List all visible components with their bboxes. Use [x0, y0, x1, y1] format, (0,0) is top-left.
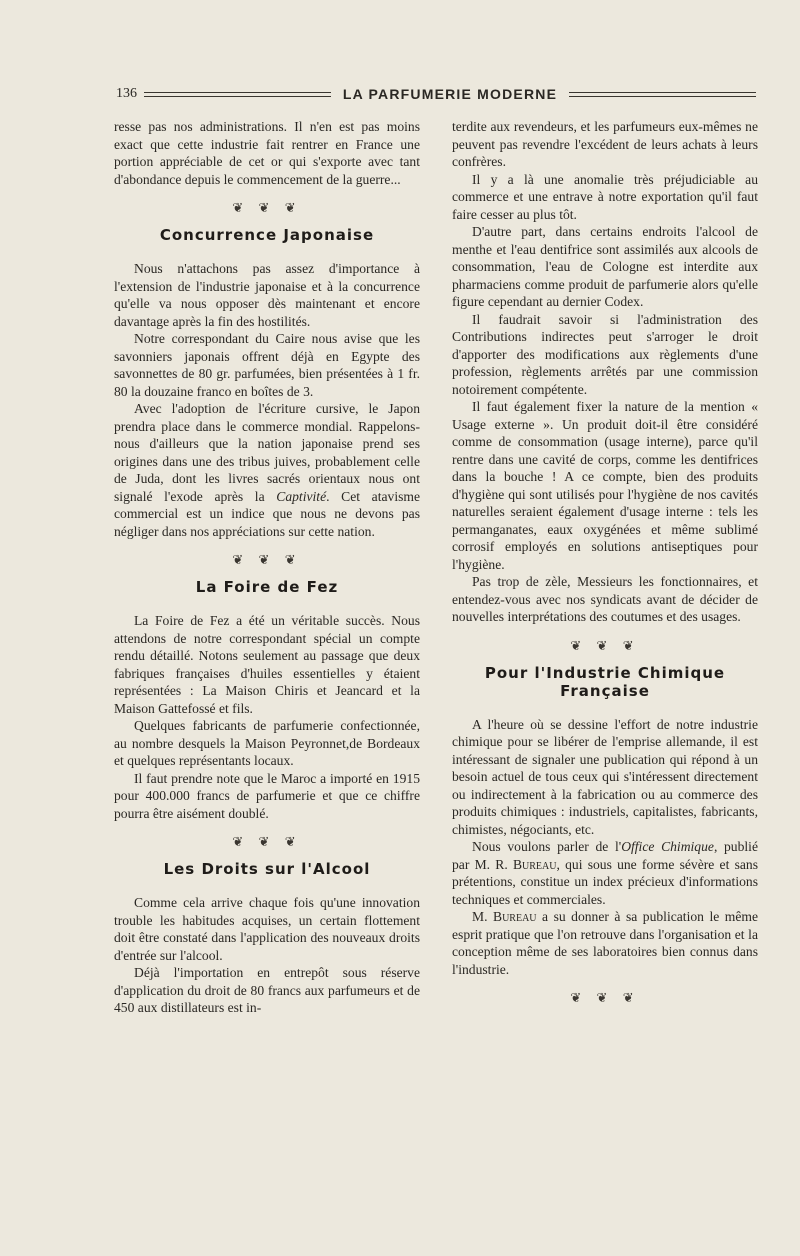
- paragraph: Il y a là une anomalie très préjudiciable au commerce et une entrave à notre exportation qu'il faut faire cesser au plus tôt.: [452, 171, 758, 222]
- paragraph: Nous n'attachons pas assez d'importance à l'extension de l'industrie japonaise et à la concurrence qu'elle va nous opposer dès maintenant et encore davantage après la fin des hostilités.: [114, 261, 420, 329]
- paragraph: Déjà l'importation en entrepôt sous réserve d'application du droit de 80 francs aux parfumeurs et de 450 aux distillateurs est in-: [114, 965, 420, 1015]
- section-heading: Concurrence Japonaise: [159, 226, 375, 244]
- text-run: M.: [472, 909, 493, 924]
- right-column: [452, 118, 758, 1016]
- paragraph: [452, 838, 758, 908]
- paragraph: A l'heure où se dessine l'effort de notre industrie chimique pour se libérer de l'emprise allemande, il est intéressant de signaler une publication qui répond à un besoin actuel de tous ceux qui s'intéressent directement ou indirectement à la fabrication ou au commerce des produits chimiques : industriels, capitalistes, fabricants, chimistes, négociants, etc.: [452, 716, 758, 837]
- section-heading: Pour l'Industrie Chimique Française: [484, 663, 726, 700]
- header-rule-right: [569, 92, 756, 97]
- running-header: [116, 84, 756, 104]
- section-heading: Les Droits sur l'Alcool: [163, 860, 371, 878]
- paragraph: Notre correspondant du Caire nous avise que les savonniers japonais offrent déjà en Egypte des savonnettes de 80 gr. parfumées, bien présentées à 1 fr. 80 la douzaine franco en boîtes de 3.: [114, 331, 420, 399]
- paragraph: La Foire de Fez a été un véritable succès. Nous attendons de notre correspondant spécial un compte rendu détaillé. Notons seulement au passage que deux fabriques françaises d'huiles essentielles y étaient représentées : La Maison Chiris et Jeancard et la Maison Gattefossé et fils.: [114, 613, 420, 716]
- paragraph: D'autre part, dans certains endroits l'alcool de menthe et l'eau dentifrice sont assimilés aux alcools de consommation, l'eau de Cologne est interdite aux pharmaciens comme produit de parfumerie alors qu'elle figure cependant au dernier Codex.: [452, 224, 758, 309]
- paragraph: Comme cela arrive chaque fois qu'une innovation trouble les habitudes acquises, un certain flottement doit être constaté dans l'application des nouveaux droits d'entrée sur l'alcool.: [114, 895, 420, 963]
- paragraph: [452, 908, 758, 978]
- ornament-icon: ❦ ❦ ❦: [232, 834, 302, 849]
- text-run: a su donner à sa publication le même esprit pratique que l'on retrouve dans l'organisation et la conception même de ses laboratoires bien connus dans l'industrie.: [452, 909, 758, 977]
- small-caps-name: Bureau: [493, 909, 537, 924]
- text-run: Avec l'adoption de l'écriture cursive, le Japon prendra place dans le commerce mondial. Rappelons-nous d'ailleurs que la nation japonaise prend ses origines dans une des tribus juives, probablement celle de Juda, dont les livres sacrés orientaux nous ont signalé l'exode après la: [114, 401, 420, 504]
- text-run: Nous voulons parler de l': [472, 839, 622, 854]
- paragraph: Il faut également fixer la nature de la mention « Usage externe ». Un produit doit-il être considéré comme de consommation (usage interne), parce qu'il rentre dans une cavité de corps, comme les dentifrices dans la bouche ! A ce compte, bien des produits d'hygiène qui sont utilisés pour l'hygiène de nos cavités naturelles seraient également d'usage interne : tels les permanganates, eaux oxygénées et même sublimé corrosif employés en solutions antiseptiques pour l'hygiène.: [452, 399, 758, 572]
- ornament-icon: ❦ ❦ ❦: [232, 200, 302, 215]
- paragraph: Il faut prendre note que le Maroc a importé en 1915 pour 400.000 francs de parfumerie et que ce chiffre pourra être aisément doublé.: [114, 770, 420, 821]
- ornament-icon: ❦ ❦ ❦: [232, 552, 302, 567]
- paragraph: Pas trop de zèle, Messieurs les fonctionnaires, et entendez-vous avec nos syndicats avant de décider de nouvelles interprétations des coutumes et des usages.: [452, 574, 758, 624]
- text-run: , qui sous une forme sévère et sans prétentions, constitue un index précieux d'informations techniques et commerciales.: [452, 856, 758, 907]
- paragraph: Il faudrait savoir si l'administration des Contributions indirectes peut s'arroger le droit d'apporter des modifications aux règlements d'une profession, règlements arrêtés par une commission notoirement compétente.: [452, 311, 758, 397]
- left-column: [114, 118, 420, 1017]
- ornament-icon: ❦ ❦ ❦: [570, 990, 640, 1005]
- paragraph: Quelques fabricants de parfumerie confectionnée, au nombre desquels la Maison Peyronnet,de Bordeaux et quelques représentants locaux.: [114, 718, 420, 768]
- journal-title: LA PARFUMERIE MODERNE: [342, 86, 558, 102]
- text-run: , publié par M. R.: [452, 839, 758, 872]
- text-run: . Cet atavisme commercial est un indice que nous ne devons pas négliger dans nos appréciations sur cette nation.: [114, 488, 420, 539]
- section-heading: La Foire de Fez: [195, 578, 339, 596]
- page-number: 136: [116, 86, 137, 101]
- paragraph: [114, 400, 420, 540]
- paragraph: resse pas nos administrations. Il n'en est pas moins exact que cette industrie fait rentrer en France une portion appréciable de cet or qui s'exporte avec tant d'abondance depuis le commencement de la guerre...: [114, 119, 420, 187]
- italic-text: Office Chimique: [621, 839, 714, 854]
- header-rule-left: [144, 92, 331, 97]
- small-caps-name: Bureau: [512, 856, 557, 872]
- paragraph: terdite aux revendeurs, et les parfumeurs eux-mêmes ne peuvent pas revendre l'excédent de leurs achats à leurs confrères.: [452, 119, 758, 169]
- italic-text: Captivité: [276, 488, 327, 504]
- ornament-icon: ❦ ❦ ❦: [570, 637, 640, 653]
